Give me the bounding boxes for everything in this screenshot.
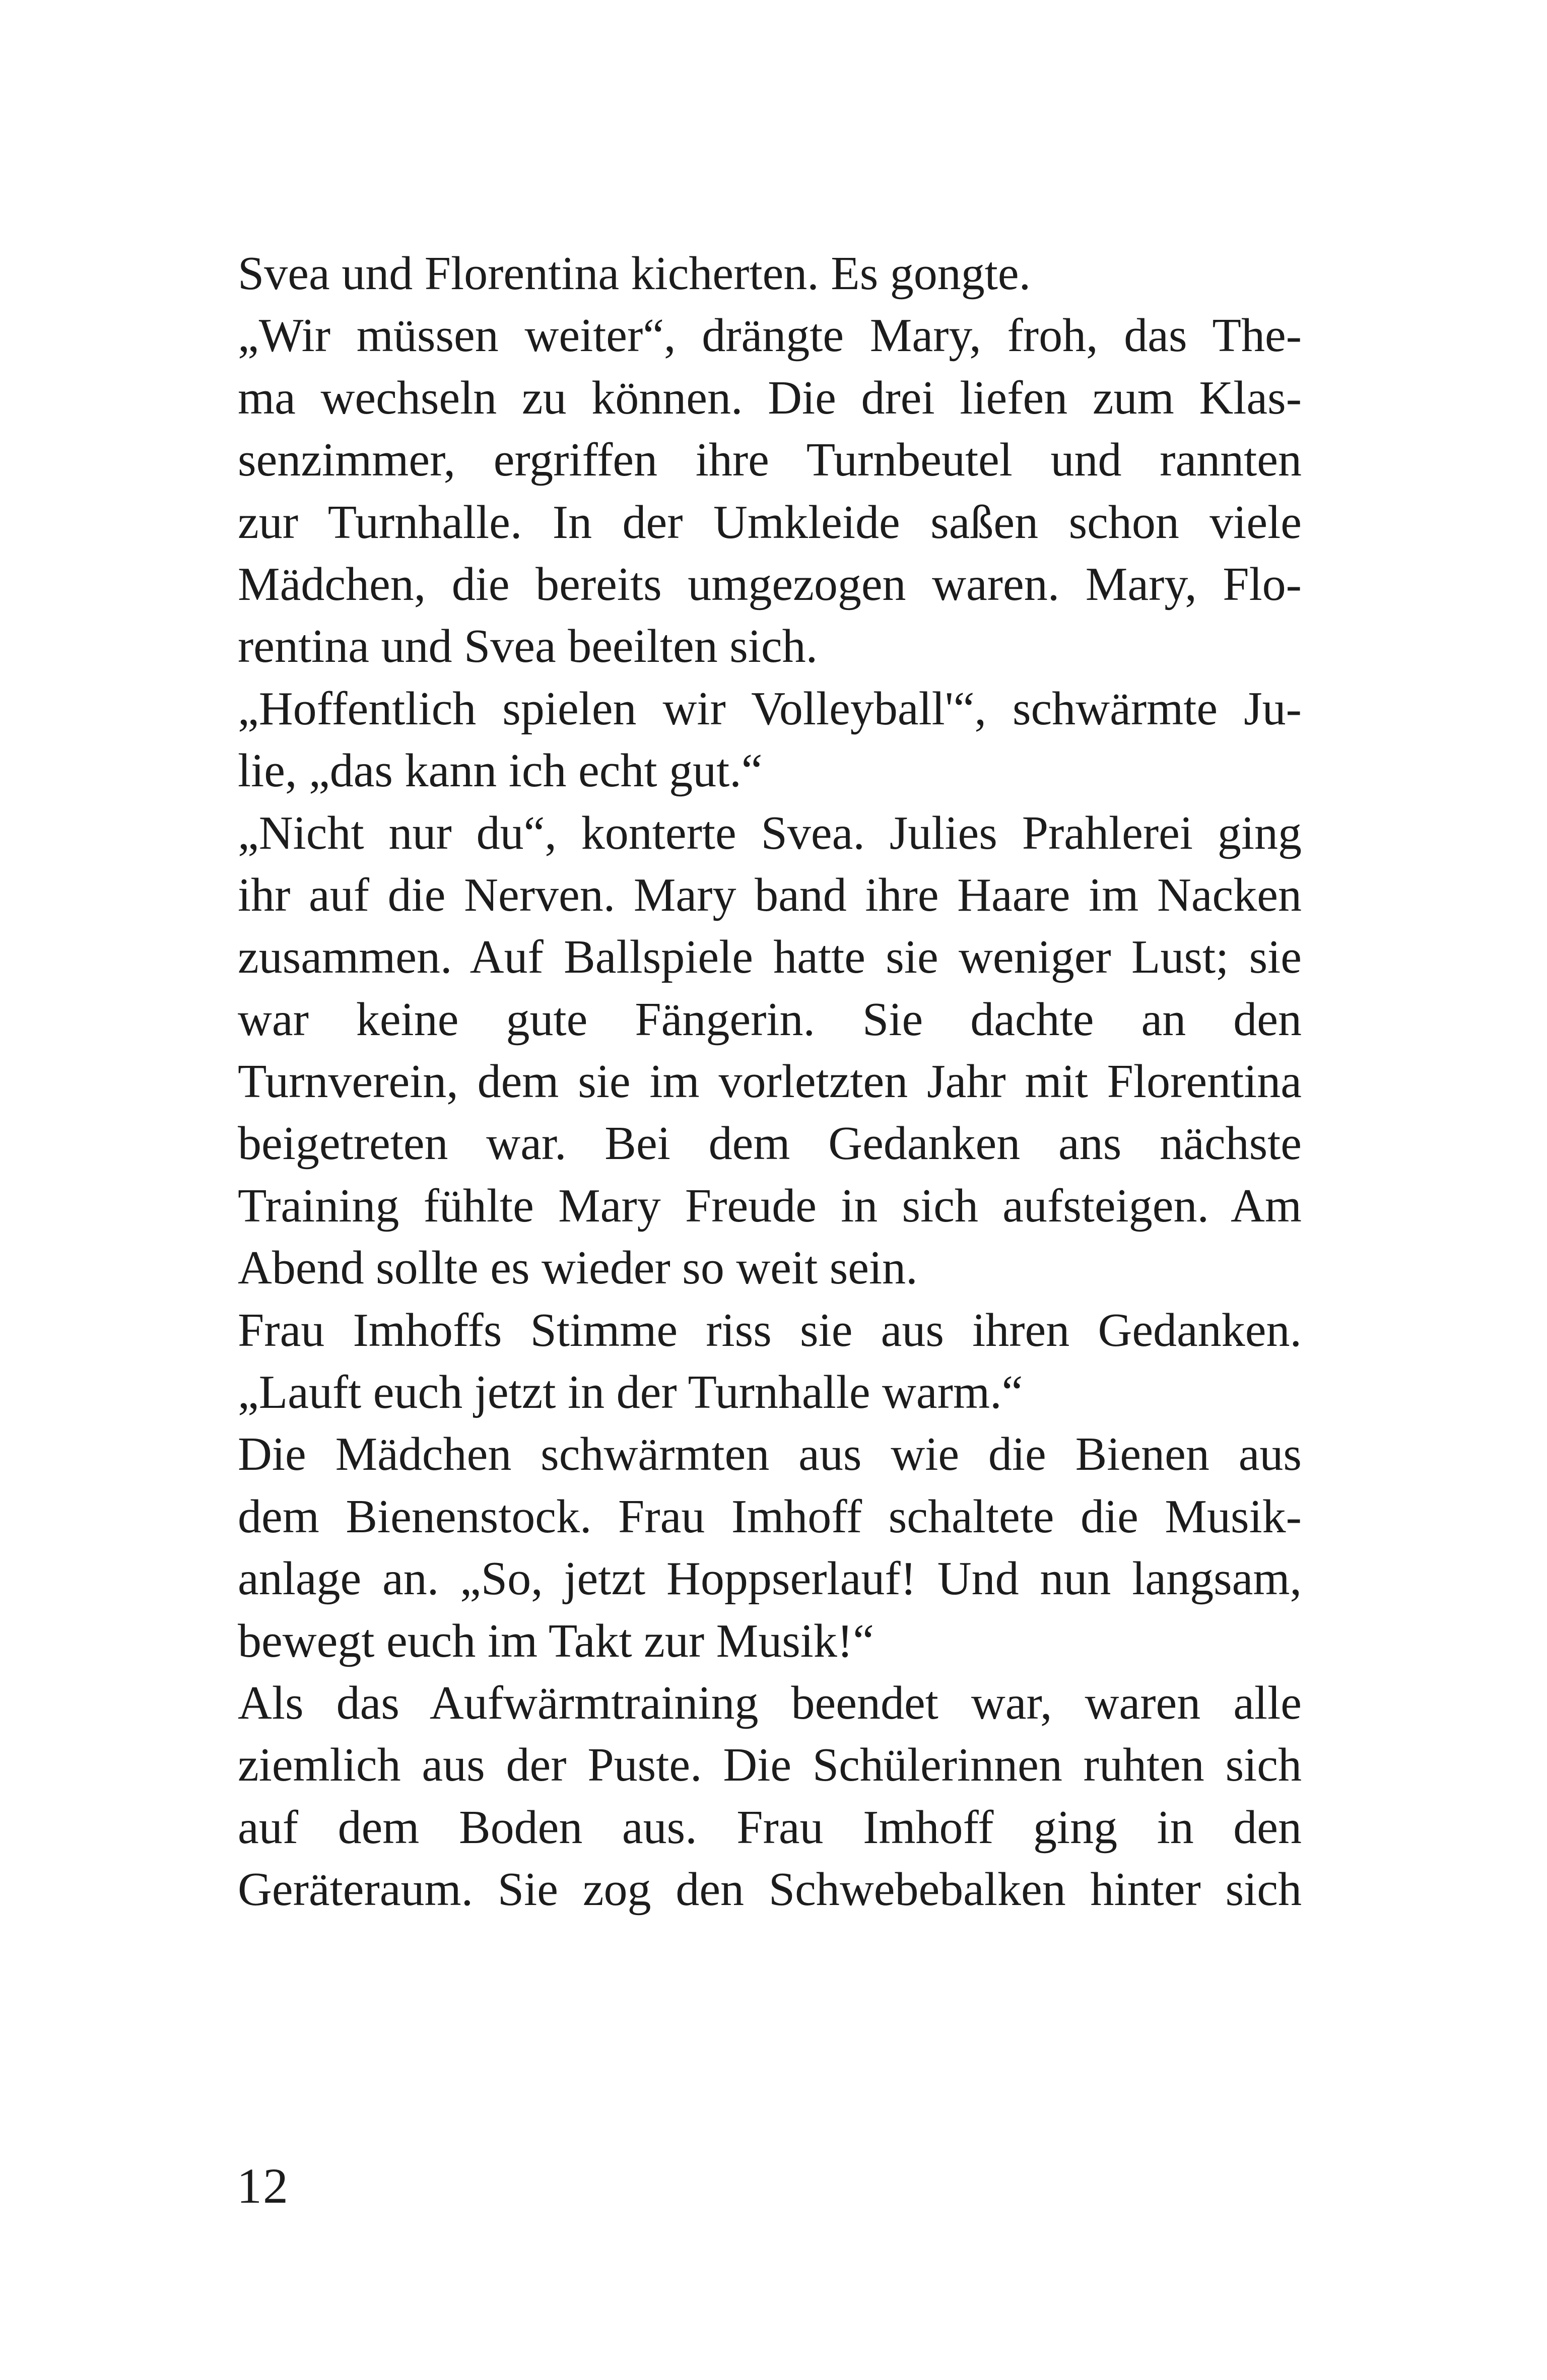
text-line: Mädchen, die bereits umgezogen waren. Mary, Flo- [238, 558, 1302, 610]
text-line: ziemlich aus der Puste. Die Schülerinnen ruhten sich [238, 1739, 1302, 1792]
text-line: bewegt euch im Takt zur Musik!“ [238, 1614, 874, 1667]
text-line: lie, „das kann ich echt gut.“ [238, 744, 763, 797]
text-line: zur Turnhalle. In der Umkleide saßen schon viele [238, 496, 1302, 549]
text-line: anlage an. „So, jetzt Hoppserlauf! Und nun langsam, [238, 1552, 1302, 1605]
text-line: Abend sollte es wieder so weit sein. [238, 1242, 918, 1295]
body-text [238, 243, 1302, 1921]
text-line: ma wechseln zu können. Die drei liefen zum Klas- [238, 371, 1302, 424]
text-line: rentina und Svea beeilten sich. [238, 620, 818, 673]
text-line: Die Mädchen schwärmten aus wie die Bienen aus [238, 1428, 1302, 1481]
text-line: „Wir müssen weiter“, drängte Mary, froh, das The- [238, 309, 1302, 362]
text-line: war keine gute Fängerin. Sie dachte an den [238, 993, 1302, 1046]
text-line: senzimmer, ergriffen ihre Turnbeutel und rannten [238, 434, 1302, 487]
text-line: beigetreten war. Bei dem Gedanken ans nächste [238, 1117, 1302, 1170]
text-line: Frau Imhoffs Stimme riss sie aus ihren Gedanken. [238, 1304, 1302, 1356]
text-line: „Nicht nur du“, konterte Svea. Julies Prahlerei ging [238, 806, 1302, 859]
text-line: zusammen. Auf Ballspiele hatte sie weniger Lust; sie [238, 931, 1302, 984]
text-line: Geräteraum. Sie zog den Schwebebalken hinter sich [238, 1863, 1302, 1916]
text-line: Svea und Florentina kicherten. Es gongte. [238, 247, 1031, 300]
text-line: „Lauft euch jetzt in der Turnhalle warm.“ [238, 1366, 1023, 1419]
text-line: Training fühlte Mary Freude in sich aufsteigen. Am [238, 1179, 1302, 1232]
text-line: „Hoffentlich spielen wir Volleyball'“, schwärmte Ju- [238, 682, 1302, 735]
text-line: dem Bienenstock. Frau Imhoff schaltete die Musik- [238, 1490, 1302, 1543]
page-number: 12 [237, 2158, 289, 2214]
text-line: auf dem Boden aus. Frau Imhoff ging in den [238, 1801, 1302, 1854]
text-line: ihr auf die Nerven. Mary band ihre Haare im Nacken [238, 868, 1302, 921]
text-line: Turnverein, dem sie im vorletzten Jahr mit Florentina [238, 1055, 1302, 1108]
text-line: Als das Aufwärmtraining beendet war, waren alle [238, 1676, 1302, 1729]
